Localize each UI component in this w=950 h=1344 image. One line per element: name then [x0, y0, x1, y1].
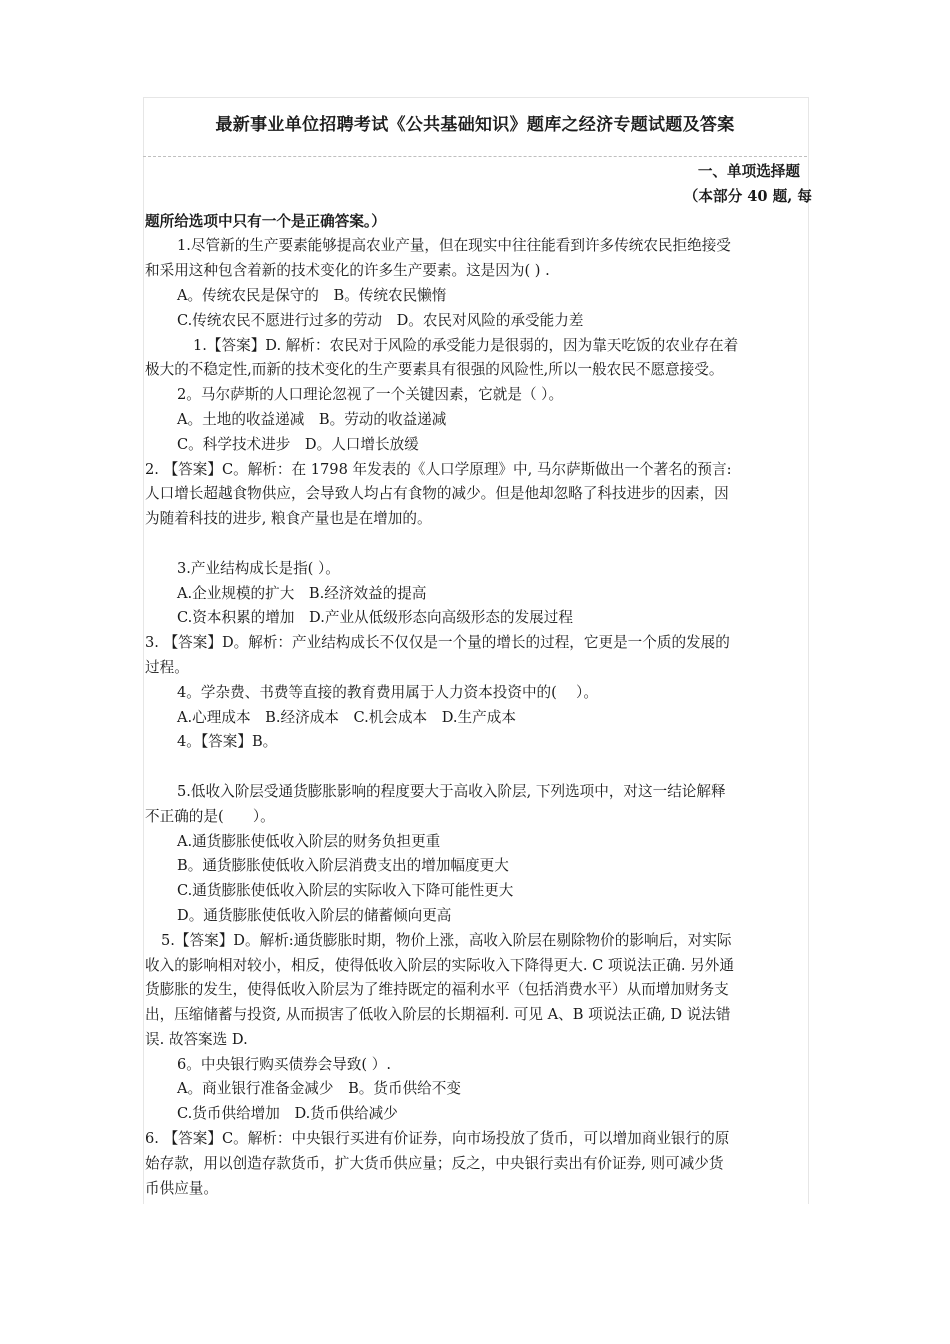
- answer-4: 4。【答案】B。: [177, 733, 278, 751]
- question-6-options-cd: C.货币供给增加 D.货币供给减少: [177, 1105, 398, 1123]
- answer-5: 5.【答案】D。解析:通货膨胀时期，物价上涨，高收入阶层在剔除物价的影响后，对实际: [161, 931, 732, 949]
- question-4: 4。学杂费、书费等直接的教育费用属于人力资本投资中的( ）。: [177, 683, 598, 701]
- question-1-options-cd: C.传统农民不愿进行过多的劳动 D。农民对风险的承受能力差: [177, 311, 584, 329]
- answer-2-cont-2: 为随着科技的进步, 粮食产量也是在增加的。: [145, 510, 432, 528]
- question-2: 2。马尔萨斯的人口理论忽视了一个关键因素，它就是（ ）。: [177, 386, 564, 404]
- answer-1-cont: 极大的不稳定性,而新的技术变化的生产要素具有很强的风险性,所以一般农民不愿意接受。: [145, 361, 724, 379]
- blank-line: [145, 755, 812, 780]
- question-5-option-b: B。通货膨胀使低收入阶层消费支出的增加幅度更大: [177, 857, 509, 875]
- question-5-option-a: A.通货膨胀使低收入阶层的财务负担更重: [177, 832, 441, 850]
- answer-5-cont-1: 收入的影响相对较小，相反，使得低收入阶层的实际收入下降得更大. C 项说法正确. 另外通: [145, 956, 734, 974]
- answer-6-cont-2: 币供应量。: [145, 1179, 218, 1197]
- answer-6-cont-1: 始存款，用以创造存款货币，扩大货币供应量；反之，中央银行卖出有价证券, 则可减少货: [145, 1154, 724, 1172]
- question-3: 3.产业结构成长是指( ）。: [177, 559, 340, 577]
- section-note: （本部分 40 题, 每: [683, 187, 812, 205]
- answer-1: 1.【答案】D. 解析：农民对于风险的承受能力是很弱的，因为靠天吃饭的农业存在着: [193, 336, 739, 354]
- answer-2: 2. 【答案】C。解析：在 1798 年发表的《人口学原理》中, 马尔萨斯做出一个著名的预言:: [145, 460, 732, 478]
- section-note-cont: 题所给选项中只有一个是正确答案。）: [145, 212, 386, 230]
- answer-6: 6. 【答案】C。解析：中央银行买进有价证券，向市场投放了货币，可以增加商业银行的原: [145, 1130, 730, 1148]
- document-title: 最新事业单位招聘考试《公共基础知识》题库之经济专题试题及答案: [215, 115, 735, 135]
- question-1: 1.尽管新的生产要素能够提高农业产量，但在现实中往往能看到许多传统农民拒绝接受: [177, 237, 731, 255]
- answer-5-cont-4: 误. 故答案选 D.: [145, 1030, 248, 1048]
- document-body: [145, 160, 812, 1201]
- question-2-options-ab: A。土地的收益递减 B。劳动的收益递减: [177, 410, 447, 428]
- blank-line: [145, 532, 812, 557]
- question-6: 6。中央银行购买债券会导致( ）.: [177, 1055, 391, 1073]
- answer-5-cont-2: 货膨胀的发生，使得低收入阶层为了维持既定的福利水平（包括消费水平）从而增加财务支: [145, 981, 729, 999]
- question-2-options-cd: C。科学技术进步 D。人口增长放缓: [177, 435, 419, 453]
- question-3-options-ab: A.企业规模的扩大 B.经济效益的提高: [177, 584, 427, 602]
- question-5-cont: 不正确的是( ）。: [145, 807, 275, 825]
- question-4-options: A.心理成本 B.经济成本 C.机会成本 D.生产成本: [177, 708, 516, 726]
- answer-2-cont-1: 人口增长超越食物供应，会导致人均占有食物的减少。但是他却忽略了科技进步的因素，因: [145, 485, 729, 503]
- question-5-option-c: C.通货膨胀使低收入阶层的实际收入下降可能性更大: [177, 882, 514, 900]
- question-1-cont: 和采用这种包含着新的技术变化的许多生产要素。这是因为( ) .: [145, 262, 550, 280]
- answer-3: 3. 【答案】D。解析：产业结构成长不仅仅是一个量的增长的过程，它更是一个质的发展的: [145, 634, 730, 652]
- answer-5-cont-3: 出，压缩储蓄与投资, 从而损害了低收入阶层的长期福利. 可见 A、B 项说法正确, D 说法错: [145, 1006, 731, 1024]
- question-3-options-cd: C.资本积累的增加 D.产业从低级形态向高级形态的发展过程: [177, 609, 573, 627]
- section-heading: 一、单项选择题: [697, 163, 800, 180]
- question-6-options-ab: A。商业银行准备金减少 B。货币供给不变: [177, 1080, 461, 1098]
- question-5: 5.低收入阶层受通货膨胀影响的程度要大于高收入阶层, 下列选项中，对这一结论解释: [177, 782, 726, 800]
- question-5-option-d: D。通货膨胀使低收入阶层的储蓄倾向更高: [177, 906, 452, 924]
- answer-3-cont: 过程。: [145, 658, 189, 676]
- title-divider: [143, 156, 807, 157]
- question-1-options-ab: A。传统农民是保守的 B。传统农民懒惰: [177, 286, 447, 304]
